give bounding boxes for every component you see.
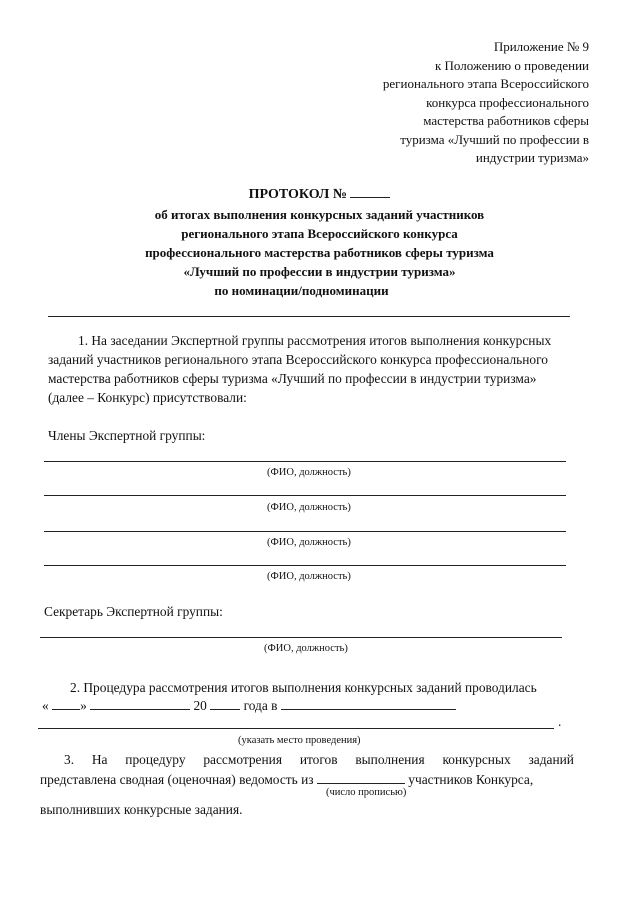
section1-line: 1. На заседании Экспертной группы рассмотрения итогов выполнения конкурсных — [78, 333, 552, 348]
appendix-line: регионального этапа Всероссийского — [382, 76, 589, 91]
section3-line3: выполнивших конкурсные задания. — [40, 802, 243, 817]
section1-line: заданий участников регионального этапа Всероссийского конкурса профессионального — [48, 352, 548, 367]
section3-line2 — [40, 771, 533, 788]
section3-word: 3. — [64, 752, 75, 767]
place-blank — [281, 697, 456, 710]
member-caption: (ФИО, должность) — [267, 537, 351, 548]
year-suffix: года в — [243, 698, 278, 713]
section1-line: (далее – Конкурс) присутствовали: — [48, 390, 247, 405]
section3-word: рассмотрения — [203, 752, 282, 767]
appendix-line: индустрии туризма» — [475, 150, 589, 165]
place-caption: (указать место проведения) — [238, 735, 361, 746]
protocol-title-text: ПРОТОКОЛ № — [248, 187, 347, 202]
appendix-line: к Положению о проведении — [434, 57, 589, 73]
section3-word: конкурсных — [442, 752, 511, 767]
members-label: Члены Экспертной группы: — [48, 428, 206, 443]
day-blank — [52, 697, 80, 710]
member-line — [44, 461, 566, 462]
section3-word: итогов — [299, 752, 338, 767]
count-blank — [317, 771, 405, 784]
date-open-quote: « — [42, 698, 49, 713]
count-caption: (число прописью) — [326, 787, 407, 798]
member-caption: (ФИО, должность) — [267, 502, 351, 513]
appendix-line: мастерства работников сферы — [423, 113, 589, 128]
date-close-quote: » — [80, 698, 87, 713]
member-caption: (ФИО, должность) — [267, 467, 351, 478]
secretary-line — [40, 637, 562, 638]
title-line: профессионального мастерства работников сферы туризма — [145, 245, 494, 260]
secretary-caption: (ФИО, должность) — [264, 643, 348, 654]
section3-word: выполнения — [355, 752, 425, 767]
appendix-line: конкурса профессионального — [426, 94, 589, 110]
title-line: регионального этапа Всероссийского конкурса — [181, 226, 458, 241]
appendix-header — [383, 38, 589, 168]
section1-line: мастерства работников сферы туризма «Лучший по профессии в индустрии туризма» — [48, 371, 537, 386]
place-period: . — [558, 714, 562, 729]
appendix-line: Приложение № 9 — [493, 39, 589, 54]
member-line — [44, 495, 566, 496]
title-line: по номинации/подноминации — [214, 283, 389, 298]
protocol-title — [0, 185, 639, 203]
member-caption: (ФИО, должность) — [267, 571, 351, 582]
section3-line1 — [64, 752, 574, 768]
protocol-number-blank — [350, 185, 390, 198]
place-line — [38, 728, 554, 729]
appendix-line: туризма «Лучший по профессии в — [400, 131, 589, 147]
section2-text: 2. Процедура рассмотрения итогов выполнения конкурсных заданий проводилась — [70, 680, 537, 695]
section2-date-line — [42, 697, 456, 714]
title-line: «Лучший по профессии в индустрии туризма» — [183, 264, 456, 279]
year-blank — [210, 697, 240, 710]
section3-line2-a: представлена сводная (оценочная) ведомость из — [40, 772, 314, 787]
section3-line2-b: участников Конкурса, — [408, 772, 534, 787]
section3-word: заданий — [528, 752, 574, 767]
secretary-label: Секретарь Экспертной группы: — [44, 604, 223, 619]
nomination-line — [48, 316, 570, 317]
section3-word: процедуру — [125, 752, 186, 767]
member-line — [44, 565, 566, 566]
title-line: об итогах выполнения конкурсных заданий участников — [154, 207, 485, 222]
year-prefix: 20 — [193, 698, 207, 713]
section3-word: На — [91, 752, 108, 767]
member-line — [44, 531, 566, 532]
month-blank — [90, 697, 190, 710]
